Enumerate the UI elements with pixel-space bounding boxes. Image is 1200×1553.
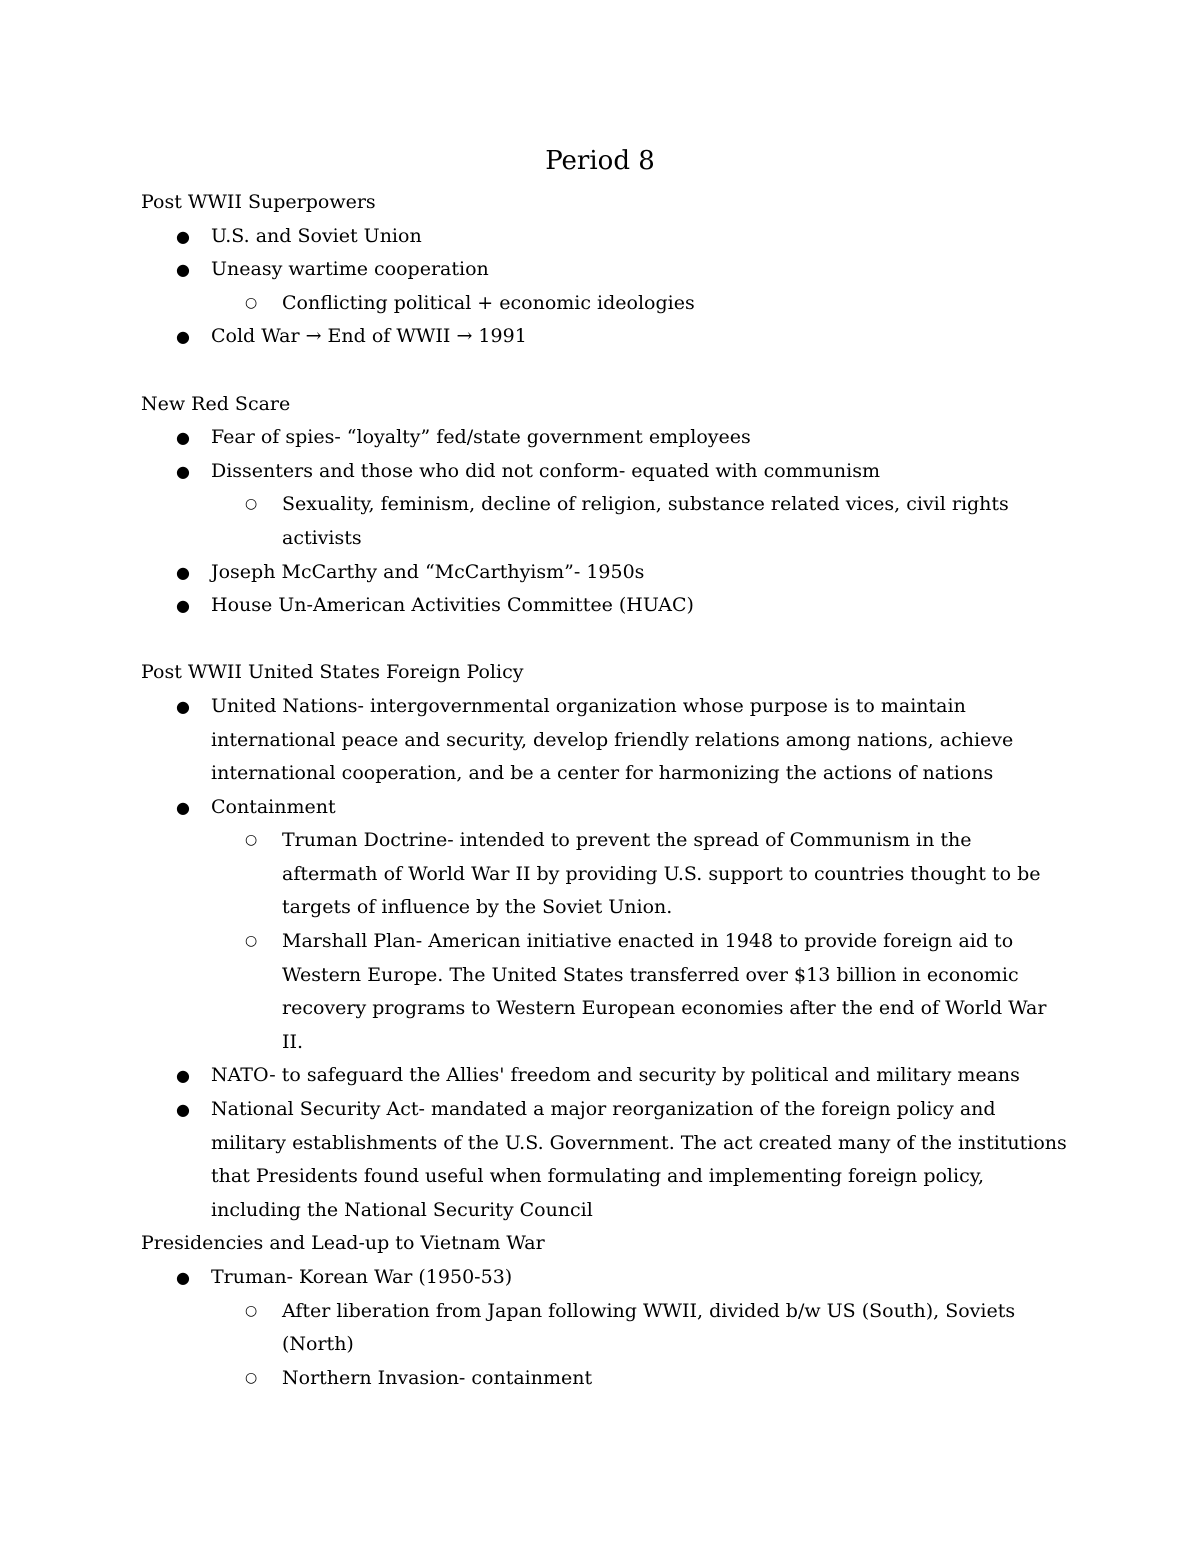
bullet-icon: ● — [176, 696, 190, 716]
list-item-text: Containment — [211, 795, 336, 818]
bullet-icon: ● — [176, 260, 190, 280]
hollow-bullet-icon: ○ — [245, 1302, 258, 1319]
sub-list-item — [211, 824, 1071, 925]
list-item-text: Truman- Korean War (1950-53) — [211, 1266, 513, 1288]
hollow-bullet-icon: ○ — [245, 933, 258, 950]
list-item-text: NATO- to safeguard the Allies' freedom and security by political and military means — [211, 1064, 1020, 1087]
bullet-icon: ● — [176, 327, 190, 347]
list-item-text: Dissenters and those who did not conform- equated with communism — [211, 459, 881, 482]
list-item-text: United Nations- intergovernmental organization whose purpose is to maintain international peace and security, develop friendly relations among nations, achieve international cooperation, and be a center for harmonizing the actions of nations — [211, 694, 1014, 785]
hollow-bullet-icon: ○ — [245, 496, 258, 513]
list-item — [141, 1059, 1071, 1093]
bullet-icon: ● — [176, 428, 190, 448]
blank-line — [141, 354, 1071, 388]
list-item-text: Uneasy wartime cooperation — [211, 258, 489, 281]
section-post-wwii-us-foreign-policy — [141, 656, 1071, 1227]
hollow-bullet-icon: ○ — [245, 832, 258, 849]
list-item — [141, 220, 1071, 254]
sub-list-item — [211, 1295, 1071, 1362]
hollow-bullet-icon: ○ — [245, 1369, 258, 1386]
list-item — [141, 589, 1071, 623]
bullet-list — [141, 690, 1071, 1228]
section-new-red-scare — [141, 388, 1071, 623]
sub-bullet-list — [211, 287, 1071, 321]
sub-list-item — [211, 287, 1071, 321]
section-heading: Post WWII United States Foreign Policy — [141, 661, 524, 684]
bullet-icon: ● — [176, 797, 190, 817]
list-item — [141, 421, 1071, 455]
list-item-text: Cold War → End of WWII → 1991 — [211, 325, 527, 348]
bullet-icon: ● — [176, 1100, 190, 1120]
section-heading: New Red Scare — [141, 392, 291, 415]
sub-bullet-list — [211, 488, 1071, 555]
sub-list-item-text: Sexuality, feminism, decline of religion, substance related vices, civil rights activists — [282, 493, 1009, 549]
bullet-icon: ● — [176, 461, 190, 481]
section-post-wwii-superpowers — [141, 186, 1071, 354]
bullet-icon: ● — [176, 226, 190, 246]
list-item — [141, 1093, 1071, 1227]
list-item — [141, 791, 1071, 1060]
bullet-icon: ● — [176, 1268, 190, 1287]
section-presidencies-vietnam — [141, 1227, 1071, 1395]
bullet-list — [141, 1261, 1071, 1395]
list-item-text: U.S. and Soviet Union — [211, 224, 422, 247]
page-title: Period 8 — [545, 146, 655, 176]
list-item-text: Fear of spies- “loyalty” fed/state government employees — [211, 426, 751, 449]
sub-bullet-list — [211, 824, 1071, 1059]
document-body — [141, 186, 1071, 1395]
sub-list-item-text: Northern Invasion- containment — [282, 1366, 593, 1389]
list-item-text: National Security Act- mandated a major reorganization of the foreign policy and military establishments of the U.S. Government. The act created many of the institutions that Presidents found useful when formulating and implementing foreign policy, including the National Security Council — [211, 1098, 1067, 1221]
sub-bullet-list — [211, 1295, 1071, 1396]
sub-list-item-text: Truman Doctrine- intended to prevent the spread of Communism in the aftermath of World War II by providing U.S. support to countries thought to be targets of influence by the Soviet Union. — [282, 829, 1041, 919]
bullet-list — [141, 421, 1071, 623]
bullet-list — [141, 220, 1071, 354]
list-item — [141, 690, 1071, 791]
list-item — [141, 320, 1071, 354]
list-item — [141, 1261, 1071, 1395]
list-item — [141, 556, 1071, 590]
sub-list-item — [211, 488, 1071, 555]
list-item-text: Joseph McCarthy and “McCarthyism”- 1950s — [211, 560, 645, 583]
bullet-icon: ● — [176, 562, 190, 582]
sub-list-item-text: Conflicting political + economic ideologies — [282, 291, 695, 314]
sub-list-item-text: Marshall Plan- American initiative enacted in 1948 to provide foreign aid to Western Europe. The United States transferred over $13 billion in economic recovery programs to Western European economies after the end of World War II. — [282, 930, 1047, 1053]
sub-list-item-text: After liberation from Japan following WWII, divided b/w US (South), Soviets (North) — [282, 1299, 1016, 1356]
bullet-icon: ● — [176, 596, 190, 616]
blank-line — [141, 623, 1071, 657]
sub-list-item — [211, 925, 1071, 1059]
hollow-bullet-icon: ○ — [245, 294, 258, 311]
section-heading: Presidencies and Lead-up to Vietnam War — [141, 1232, 545, 1255]
list-item-text: House Un-American Activities Committee (HUAC) — [211, 594, 694, 617]
section-heading: Post WWII Superpowers — [141, 191, 376, 213]
sub-list-item — [211, 1362, 1071, 1396]
list-item — [141, 253, 1071, 320]
list-item — [141, 455, 1071, 556]
bullet-icon: ● — [176, 1066, 190, 1086]
